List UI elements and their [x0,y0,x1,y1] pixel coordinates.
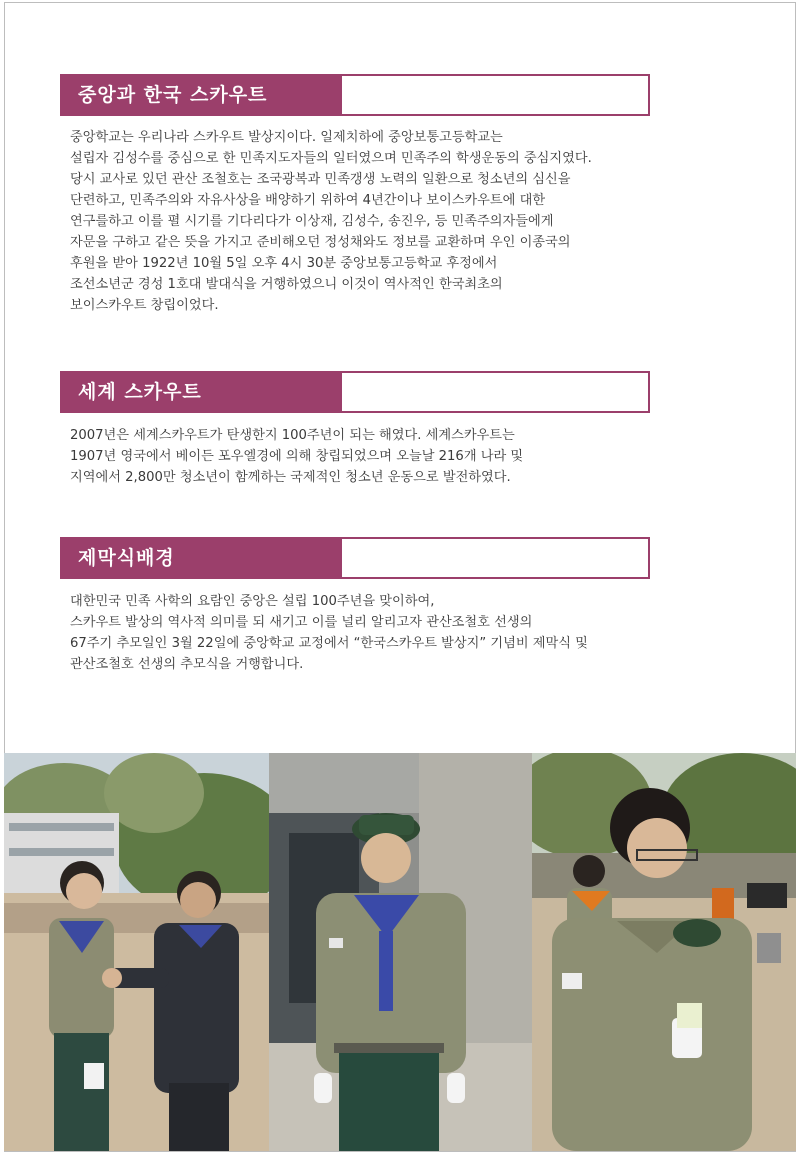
section-body-world-scout [70,425,730,488]
body-line: 스카우트 발상의 역사적 의미를 되 새기고 이를 널리 알리고자 관산조철호 선생의 [70,615,533,630]
body-line: 1907년 영국에서 베이든 포우엘경에 의해 창립되었으며 오늘날 216개 나라 및 [70,449,524,464]
body-line: 대한민국 민족 사학의 요람인 중앙은 설립 100주년을 맞이하여, [70,594,435,609]
body-line: 관산조철호 선생의 추모식을 거행합니다. [70,657,304,672]
section-title: 제막식배경 [62,539,342,577]
body-line: 지역에서 2,800만 청소년이 함께하는 국제적인 청소년 운동으로 발전하였다. [70,470,511,485]
body-line: 2007년은 세계스카우트가 탄생한지 100주년이 되는 해였다. 세계스카우트는 [70,428,515,443]
section-title: 중앙과 한국 스카우트 [62,76,342,114]
section-body-korea-scout [70,127,730,316]
body-line: 설립자 김성수를 중심으로 한 민족지도자들의 일터였으며 민족주의 학생운동의 중심지였다. [70,151,592,166]
photo-strip [4,753,796,1151]
body-line: 67주기 추모일인 3월 22일에 중앙학교 교정에서 “한국스카우트 발상지” 기념비 제막식 및 [70,636,588,651]
section-header-korea-scout [60,74,650,116]
section-body-unveiling-background [70,591,730,675]
photo-scout-standing [269,753,532,1151]
section-header-unveiling-background [60,537,650,579]
body-line: 연구를하고 이를 펼 시기를 기다리다가 이상재, 김성수, 송진우, 등 민족주의자들에게 [70,214,554,229]
body-line: 조선소년군 경성 1호대 발대식을 거행하였으니 이것이 역사적인 한국최초의 [70,277,503,292]
body-line: 단련하고, 민족주의와 자유사상을 배양하기 위하여 4년간이나 보이스카우트에 대한 [70,193,546,208]
body-line: 중앙학교는 우리나라 스카우트 발상지이다. 일제치하에 중앙보통고등학교는 [70,130,503,145]
photo-scout-glasses [532,753,796,1151]
photo-scarf-ceremony [4,753,269,1151]
body-line: 후원을 받아 1922년 10월 5일 오후 4시 30분 중앙보통고등학교 후정에서 [70,256,498,271]
body-line: 보이스카우트 창립이었다. [70,298,219,313]
body-line: 자문을 구하고 같은 뜻을 가지고 준비해오던 정성채와도 정보를 교환하며 우인 이종국의 [70,235,571,250]
section-header-world-scout [60,371,650,413]
body-line: 당시 교사로 있던 관산 조철호는 조국광복과 민족갱생 노력의 일환으로 청소년의 심신을 [70,172,571,187]
section-title: 세계 스카우트 [62,373,342,411]
